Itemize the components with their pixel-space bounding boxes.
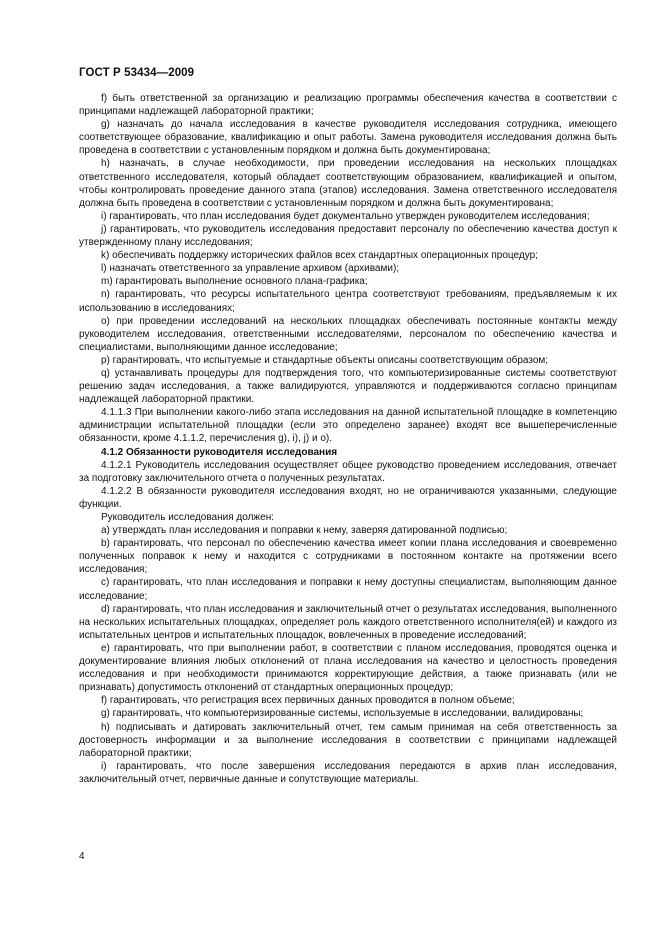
paragraph-list-item-a: a) утверждать план исследования и поправки к нему, заверяя датированной подписью; <box>101 525 508 537</box>
paragraph-lead-in: Руководитель исследования должен: <box>101 512 274 523</box>
paragraph-list-item-g: g) назначать до начала исследования в качестве руководителя исследования сотрудника, имеющего соответствующее образование, квалификацию и опыт работы. Замена руководителя исследования должна быть проведена в соответствии с установленным порядком и должна быть документирована; <box>79 119 617 157</box>
paragraph-list-item-f2: f) гарантировать, что регистрация всех первичных данных проводится в полном объеме; <box>101 695 515 707</box>
paragraph-list-item-i: i) гарантировать, что план исследования будет документально утвержден руководителем исследования; <box>101 210 590 222</box>
paragraph-list-item-h: h) назначать, в случае необходимости, при проведении исследования на нескольких площадках ответственного исследователя, который обладает соответствующим образованием, квалификацией и опытом, чтобы контролировать проведение данного этапа (этапов) исследования. Замена ответственного исследователя должна быть проведена в соответствии с установленным порядком и должна быть документирована; <box>79 158 617 209</box>
paragraph-list-item-f: f) быть ответственной за организацию и реализацию программы обеспечения качества в соответствии с принципами надлежащей лабораторной практики; <box>79 93 617 118</box>
paragraph-list-item-q: q) устанавливать процедуры для подтверждения того, что компьютеризированные системы соответствуют решению задач исследования, а также валидируются, управляются и поддерживаются согласно принципам надлежащей лабораторной практики. <box>79 367 617 406</box>
paragraph-list-item-d: d) гарантировать, что план исследования и заключительный отчет о результатах исследования, выполненного на нескольких испытательных площадках, определяет роль каждого ответственного исполнителя(ей) и каждого из испытательных центров и испытательных площадок, вовлеченных в проведение исследований; <box>79 603 617 641</box>
document-header-title: ГОСТ Р 53434—2009 <box>79 67 195 79</box>
paragraph-list-item-m: m) гарантировать выполнение основного плана-графика; <box>101 276 368 288</box>
paragraph-list-item-e: e) гарантировать, что при выполнении работ, в соответствии с планом исследования, проводятся оценка и документирование влияния любых отклонений от плана исследования на качество и целостность проведения исследования и при необходимости принимаются корректирующие действия, а также признавать (или не признавать) допустимость отклонений от стандартных операционных процедур; <box>79 642 617 694</box>
paragraph-list-item-n: n) гарантировать, что ресурсы испытательного центра соответствуют требованиям, предъявляемым к их использованию в исследованиях; <box>79 289 617 314</box>
paragraph-list-item-c: c) гарантировать, что план исследования и поправки к нему доступны специалистам, выполняющим данное исследование; <box>79 577 617 602</box>
paragraph-list-item-i2: i) гарантировать, что после завершения исследования передаются в архив план исследования, заключительный отчет, первичные данные и сопутствующие материалы. <box>79 760 617 785</box>
paragraph-list-item-p: p) гарантировать, что испытуемые и стандартные объекты описаны соответствующим образом; <box>101 354 549 366</box>
page-number: 4 <box>79 851 85 862</box>
paragraph-clause-4-1-2-2: 4.1.2.2 В обязанности руководителя исследования входят, но не ограничиваются указанными, следующие функции. <box>79 485 617 510</box>
paragraph-list-item-j: j) гарантировать, что руководитель исследования предоставит персоналу по обеспечению качества доступ к утвержденному плану исследования; <box>79 223 617 249</box>
paragraph-clause-4-1-2-1: 4.1.2.1 Руководитель исследования осуществляет общее руководство проведением исследования, отвечает за подготовку заключительного отчета о полученных результатах. <box>79 459 617 484</box>
paragraph-list-item-b: b) гарантировать, что персонал по обеспечению качества имеет копии плана исследования и своевременно полученных поправок к нему и находится с сотрудниками в постоянном контакте на протяжении всего исследования; <box>79 538 617 576</box>
paragraph-clause-4-1-1-3: 4.1.1.3 При выполнении какого-либо этапа исследования на данной испытательной площадке в компетенцию администрации испытательной площадки (если это определено заранее) входят все вышеперечисленные обязанности, кроме 4.1.1.2, перечисления g), i), j) и o). <box>79 407 617 445</box>
paragraph-list-item-k: k) обеспечивать поддержку исторических файлов всех стандартных операционных процедур; <box>101 250 538 262</box>
section-heading-4-1-2: 4.1.2 Обязанности руководителя исследования <box>101 446 338 458</box>
paragraph-list-item-o: o) при проведении исследований на нескольких площадках обеспечивать постоянные контакты между руководителем исследования, ответственными исследователями, персоналом по обеспечению качества и специалистами, выполняющими данное исследование; <box>79 315 617 353</box>
paragraph-list-item-l: l) назначать ответственного за управление архивом (архивами); <box>101 263 400 275</box>
paragraph-list-item-h2: h) подписывать и датировать заключительный отчет, тем самым принимая на себя ответственность за достоверность информации и за выполнение исследования в соответствии с принципами надлежащей лабораторной практики; <box>79 721 617 759</box>
document-body <box>79 92 617 786</box>
paragraph-list-item-g2: g) гарантировать, что компьютеризированные системы, используемые в исследовании, валидированы; <box>101 708 584 720</box>
